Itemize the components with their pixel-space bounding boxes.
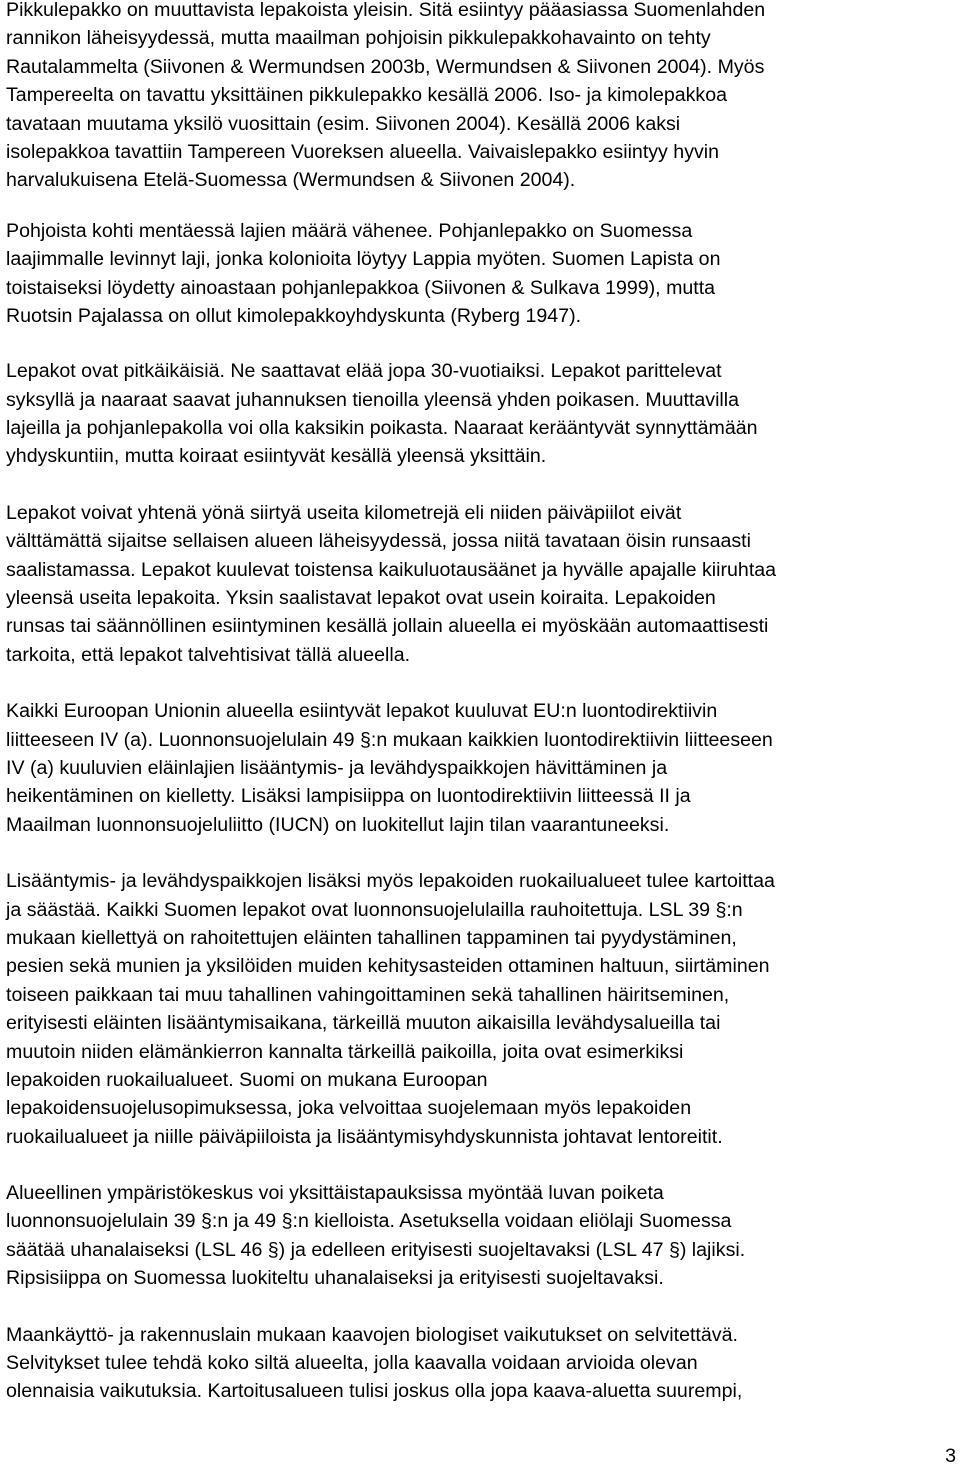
text-line: luonnonsuojelulain 39 §:n ja 49 §:n kielloista. Asetuksella voidaan eliölaji Suomessa: [6, 1210, 732, 1233]
paragraph-eu-habitats-directive: [6, 697, 956, 839]
text-line: erityisesti eläinten lisääntymisaikana, tärkeillä muuton aikaisilla levähdysalueilla tai: [6, 1012, 721, 1035]
text-line: olennaisia vaikutuksia. Kartoitusalueen tulisi joskus olla jopa kaava-aluetta suurempi,: [6, 1380, 743, 1403]
text-line: Maailman luonnonsuojeluliitto (IUCN) on luokitellut lajin tilan vaarantuneeksi.: [6, 813, 670, 836]
text-line: harvalukuisena Etelä-Suomessa (Wermundsen & Siivonen 2004).: [6, 169, 576, 192]
text-line: runsas tai säännöllinen esiintyminen kesällä jollain alueella ei myöskään automaattisesti: [6, 615, 769, 638]
text-line: Rautalammelta (Siivonen & Wermundsen 2003b, Wermundsen & Siivonen 2004). Myös: [6, 55, 765, 78]
text-line: Alueellinen ympäristökeskus voi yksittäistapauksissa myöntää luvan poiketa: [6, 1182, 664, 1205]
text-line: mukaan kiellettyä on rahoitettujen eläinten tahallinen tappaminen tai pyydystäminen,: [6, 926, 737, 949]
text-line: säätää uhanalaiseksi (LSL 46 §) ja edelleen erityisesti suojeltavaksi (LSL 47 §) lajiksi.: [6, 1238, 746, 1261]
text-line: toiseen paikkaan tai muu tahallinen vahingoittaminen sekä tahallinen häiritseminen,: [6, 983, 730, 1006]
page-number: 3: [945, 1445, 956, 1467]
text-line: ruokailualueet ja niille päiväpiiloista ja lisääntymisyhdyskunnista johtavat lentoreitit.: [6, 1125, 723, 1148]
text-line: syksyllä ja naaraat saavat juhannuksen tienoilla yleensä yhden poikasen. Muuttavilla: [6, 388, 740, 411]
paragraph-spacer: [6, 669, 956, 697]
text-line: Tampereelta on tavattu yksittäinen pikkulepakko kesällä 2006. Iso- ja kimolepakkoa: [6, 84, 728, 107]
text-line: lepakoidensuojelusopimuksessa, joka velvoittaa suojelemaan myös lepakoiden: [6, 1097, 692, 1120]
text-line: ja säästää. Kaikki Suomen lepakot ovat luonnonsuojelulailla rauhoitettuja. LSL 39 §:n: [6, 898, 743, 921]
paragraph-bat-species-distribution: [6, 0, 956, 195]
text-line: liitteeseen IV (a). Luonnonsuojelulain 49 §:n mukaan kaikkien luontodirektiivin liitteeseen: [6, 728, 773, 751]
text-line: Lepakot voivat yhtenä yönä siirtyä useita kilometrejä eli niiden päiväpiilot eivät: [6, 501, 682, 524]
text-line: laajimmalle levinnyt laji, jonka kolonioita löytyy Lappia myöten. Suomen Lapista on: [6, 248, 721, 271]
text-line: Pohjoista kohti mentäessä lajien määrä vähenee. Pohjanlepakko on Suomessa: [6, 219, 693, 242]
paragraph-land-use-law: [6, 1321, 956, 1406]
paragraph-spacer: [6, 330, 956, 357]
text-line: pesien sekä munien ja yksilöiden muiden kehitysasteiden ottaminen haltuun, siirtäminen: [6, 955, 770, 978]
text-line: yhdyskuntiin, mutta koiraat esiintyvät kesällä yleensä yksittäin.: [6, 445, 547, 468]
paragraph-spacer: [6, 471, 956, 499]
text-line: saalistamassa. Lepakot kuulevat toistensa kaikuluotausäänet ja hyvälle apajalle kiiruhtaa: [6, 558, 777, 581]
text-line: Kaikki Euroopan Unionin alueella esiintyvät lepakot kuuluvat EU:n luontodirektiivin: [6, 700, 718, 723]
text-line: heikentäminen on kielletty. Lisäksi lampisiippa on luontodirektiivin liitteessä II ja: [6, 785, 691, 808]
text-line: Ruotsin Pajalassa on ollut kimolepakkoyhdyskunta (Ryberg 1947).: [6, 304, 582, 327]
text-line: toistaiseksi löydetty ainoastaan pohjanlepakkoa (Siivonen & Sulkava 1999), mutta: [6, 276, 716, 299]
text-line: välttämättä sijaitse sellaisen alueen läheisyydessä, jossa niitä tavataan öisin runsaasti: [6, 530, 751, 553]
paragraph-spacer: [6, 1151, 956, 1179]
text-line: tarkoita, että lepakot talvehtisivat tällä alueella.: [6, 643, 411, 666]
document-body: [6, 0, 956, 1406]
paragraph-spacer: [6, 195, 956, 217]
text-line: IV (a) kuuluvien eläinlajien lisääntymis- ja levähdyspaikkojen hävittäminen ja: [6, 756, 668, 779]
text-line: Maankäyttö- ja rakennuslain mukaan kaavojen biologiset vaikutukset on selvitettävä.: [6, 1323, 738, 1346]
text-line: yleensä useita lepakoita. Yksin saalistavat lepakot ovat usein koiraita. Lepakoiden: [6, 587, 716, 610]
text-line: Lepakot ovat pitkäikäisiä. Ne saattavat elää jopa 30-vuotiaiksi. Lepakot parittelevat: [6, 360, 722, 383]
paragraph-foraging-behaviour: [6, 499, 956, 669]
text-line: lepakoiden ruokailualueet. Suomi on mukana Euroopan: [6, 1068, 488, 1091]
paragraph-spacer: [6, 1293, 956, 1321]
text-line: muutoin niiden elämänkierron kannalta tärkeillä paikoilla, joita ovat esimerkiksi: [6, 1040, 684, 1063]
text-line: tavataan muutama yksilö vuosittain (esim. Siivonen 2004). Kesällä 2006 kaksi: [6, 112, 681, 135]
paragraph-lifespan-reproduction: [6, 357, 956, 471]
paragraph-regional-exemptions: [6, 1179, 956, 1293]
text-line: isolepakkoa tavattiin Tampereen Vuoreksen alueella. Vaivaislepakko esiintyy hyvin: [6, 140, 720, 163]
text-line: Lisääntymis- ja levähdyspaikkojen lisäksi myös lepakoiden ruokailualueet tulee kartoittaa: [6, 870, 775, 893]
text-line: lajeilla ja pohjanlepakolla voi olla kaksikin poikasta. Naaraat kerääntyvät synnyttämään: [6, 417, 758, 440]
text-line: Pikkulepakko on muuttavista lepakoista yleisin. Sitä esiintyy pääasiassa Suomenlahden: [6, 0, 766, 21]
paragraph-feeding-areas-protection: [6, 867, 956, 1151]
paragraph-spacer: [6, 839, 956, 867]
paragraph-northern-range: [6, 217, 956, 331]
text-line: Ripsisiippa on Suomessa luokiteltu uhanalaiseksi ja erityisesti suojeltavaksi.: [6, 1267, 664, 1290]
text-line: rannikon läheisyydessä, mutta maailman pohjoisin pikkulepakkohavainto on tehty: [6, 27, 711, 50]
text-line: Selvitykset tulee tehdä koko siltä alueelta, jolla kaavalla voidaan arvioida olevan: [6, 1352, 698, 1375]
